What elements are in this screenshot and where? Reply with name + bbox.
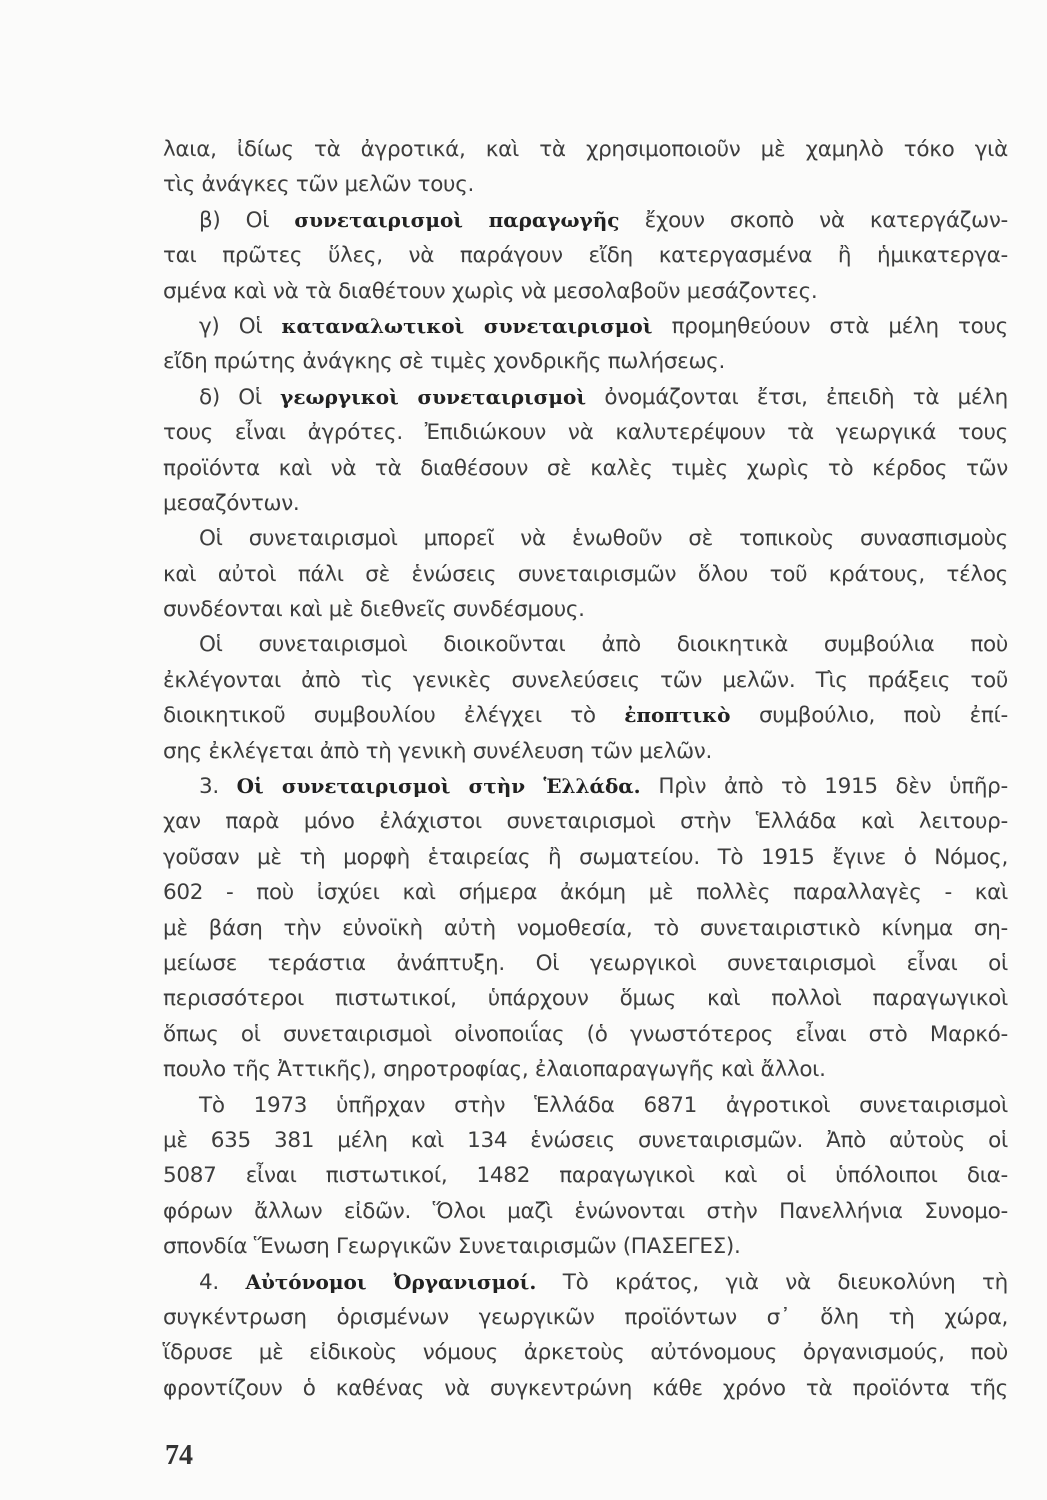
paragraph (163, 769, 1008, 1088)
text-segment: ὅπως οἱ συνεταιρισμοὶ οἰνοποιΐας (ὁ γνωστότερος εἶναι στὸ Μαρκό- (163, 1021, 1008, 1047)
text-segment: προϊόντα καὶ νὰ τὰ διαθέσουν σὲ καλὲς τιμὲς χωρὶς τὸ κέρδος τῶν (163, 455, 1008, 481)
paragraph (163, 1265, 1008, 1407)
text-segment: πουλο τῆς Ἀττικῆς), σηροτροφίας, ἐλαιοπαραγωγῆς καὶ ἄλλοι. (163, 1057, 826, 1083)
text-line (163, 1123, 1008, 1158)
text-segment: σπονδία Ἕνωση Γεωργικῶν Συνεταιρισμῶν (ΠΑΣΕΓΕΣ). (163, 1234, 741, 1260)
text-line (163, 167, 1008, 202)
text-segment: Οἱ συνεταιρισμοὶ διοικοῦνται ἀπὸ διοικητικὰ συμβούλια ποὺ (199, 632, 1008, 658)
paragraph (163, 521, 1008, 627)
text-segment: σμένα καὶ νὰ τὰ διαθέτουν χωρὶς νὰ μεσολαβοῦν μεσάζοντες. (163, 278, 818, 304)
page-body-text (163, 132, 1008, 1406)
text-segment: Τὸ 1973 ὑπῆρχαν στὴν Ἑλλάδα 6871 ἀγροτικοὶ συνεταιρισμοὶ (199, 1092, 1008, 1118)
paragraph (163, 203, 1008, 309)
text-line (163, 309, 1008, 344)
text-segment: περισσότεροι πιστωτικοί, ὑπάρχουν ὅμως καὶ πολλοὶ παραγωγικοὶ (163, 986, 1008, 1012)
text-segment: γ) Οἱ (199, 313, 282, 339)
text-segment: ται πρῶτες ὕλες, νὰ παράγουν εἴδη κατεργασμένα ἢ ἡμικατεργα- (163, 243, 1008, 269)
text-segment: μεσαζόντων. (163, 490, 300, 516)
text-segment: ἵδρυσε μὲ εἰδικοὺς νόμους ἀρκετοὺς αὐτόνομους ὀργανισμούς, ποὺ (163, 1340, 1008, 1366)
text-segment: συνδέονται καὶ μὲ διεθνεῖς συνδέσμους. (163, 597, 585, 623)
text-segment: 3. (199, 774, 237, 800)
bold-term: συνεταιρισμοὶ παραγωγῆς (294, 207, 620, 232)
text-line (163, 663, 1008, 698)
text-line (163, 380, 1008, 415)
text-line (163, 804, 1008, 839)
text-line (163, 1158, 1008, 1193)
text-line (163, 946, 1008, 981)
text-line (163, 734, 1008, 769)
paragraph (163, 132, 1008, 203)
text-segment: 4. (199, 1269, 246, 1295)
text-segment: ἔχουν σκοπὸ νὰ κατεργάζων- (619, 207, 1008, 233)
text-line (163, 1229, 1008, 1264)
text-segment: τους εἶναι ἀγρότες. Ἐπιδιώκουν νὰ καλυτερέψουν τὰ γεωργικά τους (163, 420, 1008, 446)
text-segment: διοικητικοῦ συμβουλίου ἐλέγχει τὸ (163, 703, 625, 729)
text-segment: σης ἐκλέγεται ἀπὸ τὴ γενικὴ συνέλευση τῶν μελῶν. (163, 738, 713, 764)
text-line (163, 486, 1008, 521)
text-line (163, 132, 1008, 167)
text-line (163, 274, 1008, 309)
page-number: 74 (165, 1440, 193, 1471)
text-line (163, 911, 1008, 946)
text-segment: 5087 εἶναι πιστωτικοί, 1482 παραγωγικοὶ καὶ οἱ ὑπόλοιποι δια- (163, 1163, 1008, 1189)
text-line (163, 875, 1008, 910)
text-segment: δ) Οἱ (199, 384, 281, 410)
text-segment: λαια, ἰδίως τὰ ἀγροτικά, καὶ τὰ χρησιμοποιοῦν μὲ χαμηλὸ τόκο γιὰ (163, 137, 1008, 162)
bold-term: γεωργικοὶ συνεταιρισμοὶ (280, 384, 587, 409)
text-line (163, 698, 1008, 733)
text-line (163, 557, 1008, 592)
text-line (163, 1335, 1008, 1370)
text-segment: καὶ αὐτοὶ πάλι σὲ ἑνώσεις συνεταιρισμῶν ὅλου τοῦ κράτους, τέλος (163, 561, 1008, 587)
text-segment: ἐκλέγονται ἀπὸ τὶς γενικὲς συνελεύσεις τῶν μελῶν. Τὶς πράξεις τοῦ (163, 667, 1008, 693)
text-line (163, 627, 1008, 662)
bold-term: καταναλωτικοὶ συνεταιρισμοὶ (281, 313, 653, 338)
text-line (163, 521, 1008, 556)
text-segment: μείωσε τεράστια ἀνάπτυξη. Οἱ γεωργικοὶ συνεταιρισμοὶ εἶναι οἱ (163, 950, 1008, 976)
text-line (163, 238, 1008, 273)
text-segment: β) Οἱ (199, 207, 295, 233)
text-line (163, 1265, 1008, 1300)
text-line (163, 1017, 1008, 1052)
text-segment: φόρων ἄλλων εἰδῶν. Ὅλοι μαζὶ ἑνώνονται στὴν Πανελλήνια Συνομο- (163, 1198, 1008, 1224)
text-segment: Πρὶν ἀπὸ τὸ 1915 δὲν ὑπῆρ- (640, 774, 1008, 800)
text-line (163, 1194, 1008, 1229)
paragraph (163, 380, 1008, 522)
bold-term: ἐποπτικὸ (624, 703, 731, 728)
text-line (163, 451, 1008, 486)
text-segment: εἴδη πρώτης ἀνάγκης σὲ τιμὲς χονδρικῆς πωλήσεως. (163, 349, 726, 375)
text-line (163, 840, 1008, 875)
text-line (163, 344, 1008, 379)
text-segment: μὲ βάση τὴν εὐνοϊκὴ αὐτὴ νομοθεσία, τὸ συνεταιριστικὸ κίνημα ση- (163, 915, 1008, 941)
text-line (163, 415, 1008, 450)
paragraph (163, 627, 1008, 769)
text-line (163, 1300, 1008, 1335)
text-segment: προμηθεύουν στὰ μέλη τους (652, 313, 1008, 339)
text-line (163, 1371, 1008, 1406)
text-segment: 602 - ποὺ ἰσχύει καὶ σήμερα ἀκόμη μὲ πολλὲς παραλλαγὲς - καὶ (163, 880, 1008, 906)
text-segment: συμβούλιο, ποὺ ἐπί- (730, 703, 1008, 729)
text-line (163, 203, 1008, 238)
text-segment: χαν παρὰ μόνο ἐλάχιστοι συνεταιρισμοὶ στὴν Ἑλλάδα καὶ λειτουρ- (163, 809, 1008, 835)
text-line (163, 981, 1008, 1016)
text-segment: συγκέντρωση ὁρισμένων γεωργικῶν προϊόντων σ᾽ ὅλη τὴ χώρα, (163, 1304, 1008, 1330)
text-segment: γοῦσαν μὲ τὴ μορφὴ ἑταιρείας ἢ σωματείου. Τὸ 1915 ἔγινε ὁ Νόμος, (163, 844, 1008, 870)
text-segment: τὶς ἀνάγκες τῶν μελῶν τους. (163, 172, 475, 198)
paragraph (163, 309, 1008, 380)
text-segment: μὲ 635 381 μέλη καὶ 134 ἑνώσεις συνεταιρισμῶν. Ἀπὸ αὐτοὺς οἱ (163, 1127, 1008, 1153)
bold-term: Οἱ συνεταιρισμοὶ στὴν Ἑλλάδα. (236, 774, 641, 799)
text-line (163, 1088, 1008, 1123)
text-line (163, 592, 1008, 627)
text-segment: φροντίζουν ὁ καθένας νὰ συγκεντρώνη κάθε χρόνο τὰ προϊόντα τῆς (163, 1375, 1008, 1401)
paragraph (163, 1088, 1008, 1265)
bold-term: Αὐτόνομοι Ὀργανισμοί. (245, 1269, 537, 1294)
text-segment: Οἱ συνεταιρισμοὶ μπορεῖ νὰ ἑνωθοῦν σὲ τοπικοὺς συνασπισμοὺς (199, 526, 1008, 552)
text-line (163, 1052, 1008, 1087)
text-segment: Τὸ κράτος, γιὰ νὰ διευκολύνη τὴ (536, 1269, 1008, 1295)
text-line (163, 769, 1008, 804)
text-segment: ὀνομάζονται ἔτσι, ἐπειδὴ τὰ μέλη (586, 384, 1008, 410)
